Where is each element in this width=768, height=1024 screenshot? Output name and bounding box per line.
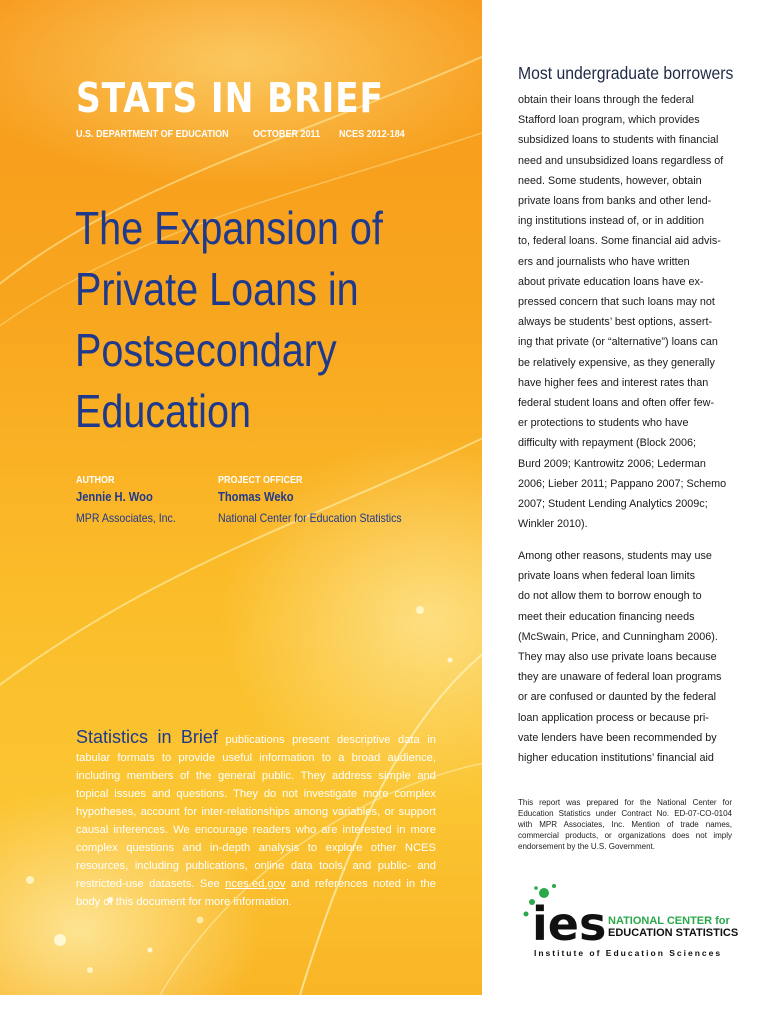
paragraph-line: 2007; Student Lending Analytics 2009c; — [518, 498, 708, 511]
department-label: U.S. DEPARTMENT OF EDUCATION — [76, 128, 229, 140]
paragraph-line: need. Some students, however, obtain — [518, 174, 702, 187]
author-org: MPR Associates, Inc. — [76, 511, 176, 525]
ies-logo — [518, 884, 738, 964]
logo-dot — [534, 886, 538, 890]
paragraph-line: They may also use private loans because — [518, 651, 717, 664]
paragraph-line: pressed concern that such loans may not — [518, 296, 715, 309]
paragraph-line: subsidized loans to students with financial — [518, 134, 719, 147]
paragraph-line: Stafford loan program, which provides — [518, 114, 700, 127]
statistics-in-brief-description — [76, 728, 436, 911]
paragraph-line: vate lenders have been recommended by — [518, 731, 717, 744]
blurb-text: publications present descriptive data in tabular formats to provide useful information to a broad audience, including members of the general public. They address simple and topical issues and questions. They do not investigate more complex hypotheses, account for inter-relationships among variables, or support causal inferences. We encourage readers who are interested in more complex questions and in-depth analysis to explore other NCES resources, including publications, online data tools, and public- and restricted-use datasets. See — [76, 734, 436, 890]
title-line: Education — [75, 385, 251, 437]
body-paragraph-1 — [518, 90, 732, 534]
logo-line1: NATIONAL CENTER for — [608, 915, 730, 927]
logo-dot — [552, 884, 556, 888]
logo-dot — [524, 912, 529, 917]
paragraph-line: loan application process or because pri- — [518, 711, 709, 724]
paragraph-line: about private education loans have ex- — [518, 275, 704, 288]
paragraph-line: Burd 2009; Kantrowitz 2006; Lederman — [518, 457, 706, 470]
project-officer-role: PROJECT OFFICER — [218, 475, 303, 486]
paragraph-line: ing institutions instead of, or in addition — [518, 215, 705, 228]
author-role: AUTHOR — [76, 475, 115, 486]
contract-disclaimer: This report was prepared for the National Center for Education Statistics under Contract No. ED-07-CO-0104 with MPR Associates, Inc. Mention of trade names, commercial products, or organizations does not imply endorsement by the U.S. Government. — [518, 798, 732, 851]
body-paragraph-2 — [518, 546, 732, 768]
report-date: OCTOBER 2011 — [253, 128, 321, 140]
paragraph-line: be relatively expensive, as they generally — [518, 356, 715, 369]
ies-logo-graphic — [518, 884, 738, 964]
report-title — [75, 198, 419, 442]
paragraph-line: they are unaware of federal loan programs — [518, 671, 722, 684]
project-officer-org: National Center for Education Statistics — [218, 511, 402, 525]
title-line: Private Loans in — [75, 263, 359, 315]
paragraph-line: difficulty with repayment (Block 2006; — [518, 437, 697, 450]
paragraph-line: er protections to students who have — [518, 417, 689, 430]
paragraph-line: Among other reasons, students may use — [518, 550, 712, 562]
paragraph-line: always be students’ best options, assert- — [518, 316, 713, 329]
paragraph-line: ing that private (or “alternative”) loans can — [518, 336, 718, 349]
logo-tagline: Institute of Education Sciences — [534, 948, 723, 958]
paragraph-line: or are confused or daunted by the federal — [518, 691, 717, 704]
paragraph-line: obtain their loans through the federal — [518, 94, 694, 106]
paragraph-line: meet their education financing needs — [518, 610, 695, 623]
paragraph-line: need and unsubsidized loans regardless of — [518, 154, 724, 167]
paragraph-line: federal student loans and often offer few- — [518, 397, 715, 410]
title-line: The Expansion of — [75, 202, 383, 254]
nces-link[interactable]: nces.ed.gov — [225, 878, 286, 890]
author-name: Jennie H. Woo — [76, 489, 153, 504]
paragraph-line: private loans from banks and other lend- — [518, 195, 712, 208]
paragraph-line: 2006; Lieber 2011; Pappano 2007; Schemo — [518, 477, 727, 490]
report-number: NCES 2012-184 — [339, 128, 405, 140]
paragraph-line: private loans when federal loan limits — [518, 570, 696, 583]
paragraph-line: to, federal loans. Some financial aid advis- — [518, 235, 721, 248]
paragraph-line: Winkler 2010). — [518, 518, 588, 531]
blurb-text-end: and references noted in the body of this document for more information. — [76, 878, 436, 908]
title-line: Postsecondary — [75, 324, 337, 376]
paragraph-line: ers and journalists who have written — [518, 255, 690, 268]
blurb-heading: Statistics in Brief — [76, 727, 218, 747]
paragraph-line: higher education institutions’ financial aid — [518, 752, 714, 765]
logo-line2: EDUCATION STATISTICS — [608, 927, 738, 939]
logo-letters: ies — [532, 897, 607, 951]
paragraph-line: have higher fees and interest rates than — [518, 376, 709, 389]
project-officer-name: Thomas Weko — [218, 489, 294, 504]
series-title: STATS IN BRIEF — [76, 74, 384, 122]
paragraph-line: (McSwain, Price, and Cunningham 2006). — [518, 630, 718, 643]
section-heading: Most undergraduate borrowers — [518, 63, 734, 83]
paragraph-line: do not allow them to borrow enough to — [518, 590, 702, 603]
